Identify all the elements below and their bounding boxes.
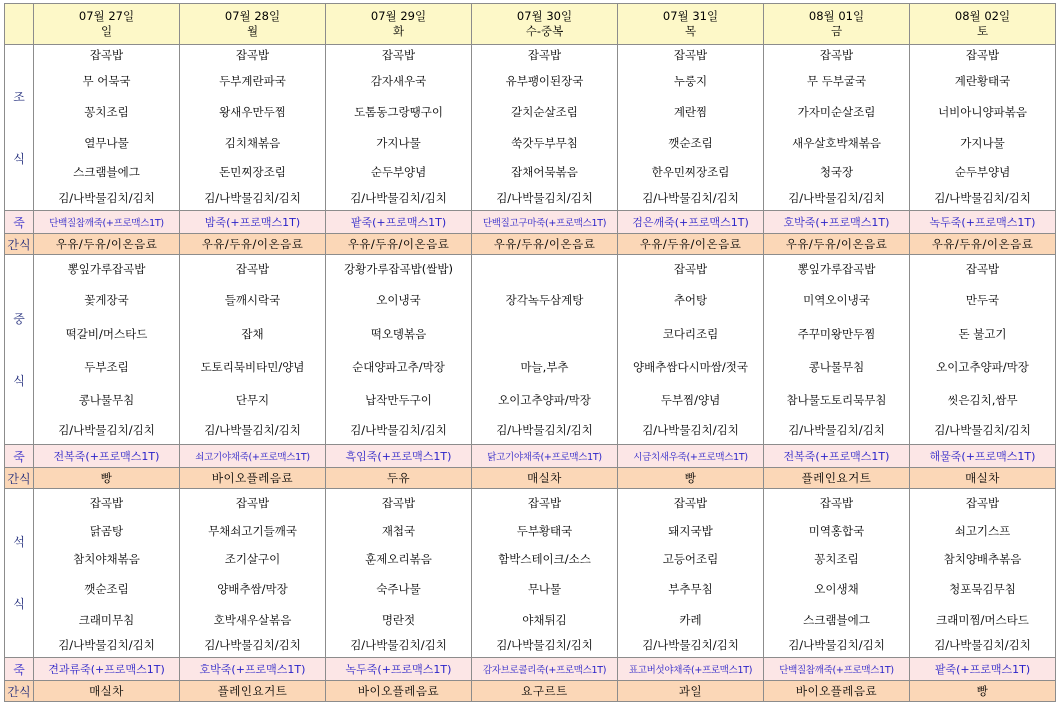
menu-item: 잡곡밥 — [965, 496, 1000, 510]
menu-item: 무나물 — [527, 582, 562, 596]
day-header — [180, 4, 326, 45]
dinner-label — [5, 489, 34, 658]
menu-item: 참나물도토리묵무침 — [786, 393, 887, 407]
menu-item: 가지나물 — [376, 136, 421, 150]
menu-item: 크래미무침 — [78, 613, 135, 627]
menu-item: 도토리묵비타민/양념 — [200, 360, 305, 374]
porridge-cell: 검은깨죽(+프로맥스1T) — [618, 211, 764, 234]
menu-item: 김/나박물김치/김치 — [58, 423, 155, 437]
menu-item: 마늘,부추 — [520, 360, 569, 374]
menu-item — [472, 255, 617, 283]
snack-cell: 매실차 — [472, 468, 618, 489]
menu-item: 참치야채볶음 — [73, 552, 140, 566]
menu-item: 장각녹두삼계탕 — [505, 293, 584, 307]
breakfast-menu-cell — [472, 45, 618, 211]
lunch-menu-row — [5, 255, 1056, 445]
menu-item: 카레 — [679, 613, 702, 627]
snack-cell: 두유 — [326, 468, 472, 489]
menu-item: 한우민찌장조림 — [651, 165, 730, 179]
lunch-label-char: 중 — [13, 311, 25, 326]
porridge-cell: 녹두죽(+프로맥스1T) — [910, 211, 1056, 234]
menu-item: 무 두부굴국 — [806, 74, 867, 88]
day-header — [764, 4, 910, 45]
lunch-menu-cell — [910, 255, 1056, 445]
menu-item: 함박스테이크/소스 — [498, 552, 591, 566]
breakfast-label-char: 식 — [13, 151, 25, 166]
porridge-cell: 녹두죽(+프로맥스1T) — [326, 658, 472, 681]
day-header — [618, 4, 764, 45]
breakfast-menu-cell — [34, 45, 180, 211]
menu-item: 만두국 — [965, 293, 1000, 307]
porridge-cell: 견과류죽(+프로맥스1T) — [34, 658, 180, 681]
menu-item: 잡채어묵볶음 — [511, 165, 578, 179]
lunch-porridge-row — [5, 445, 1056, 468]
snack-cell: 우유/두유/이온음료 — [764, 234, 910, 255]
porridge-cell: 전복죽(+프로맥스1T) — [764, 445, 910, 468]
porridge-cell: 단백질고구마죽(+프로맥스1T) — [472, 211, 618, 234]
day-weekday: 일 — [100, 24, 113, 38]
menu-item: 돈 불고기 — [958, 327, 1007, 341]
menu-item: 깻순조림 — [84, 582, 129, 596]
breakfast-menu-cell — [180, 45, 326, 211]
dinner-menu-cell — [618, 489, 764, 658]
dinner-porridge-row — [5, 658, 1056, 681]
dinner-menu-cell — [180, 489, 326, 658]
breakfast-menu-cell — [618, 45, 764, 211]
snack-cell: 우유/두유/이온음료 — [180, 234, 326, 255]
menu-item: 떡갈비/머스타드 — [65, 327, 148, 341]
dinner-menu-cell — [910, 489, 1056, 658]
lunch-menu-cell — [326, 255, 472, 445]
menu-item: 잡곡밥 — [527, 496, 562, 510]
menu-item: 뽕잎가루잡곡밥 — [67, 262, 146, 276]
menu-item: 김/나박물김치/김치 — [58, 191, 155, 205]
lunch-snack-row — [5, 468, 1056, 489]
menu-item: 김/나박물김치/김치 — [788, 638, 885, 652]
menu-item: 명란젓 — [381, 613, 416, 627]
menu-item: 미역오이냉국 — [803, 293, 870, 307]
menu-item: 꽁치조림 — [84, 105, 129, 119]
porridge-cell: 쇠고기야채죽(+프로맥스1T) — [180, 445, 326, 468]
menu-item: 김/나박물김치/김치 — [350, 423, 447, 437]
menu-item: 재첩국 — [381, 524, 416, 538]
menu-item: 청국장 — [819, 165, 854, 179]
snack-cell: 요구르트 — [472, 681, 618, 702]
dinner-menu-cell — [34, 489, 180, 658]
menu-item: 무채쇠고기들깨국 — [208, 524, 297, 538]
day-date: 08월 01일 — [808, 9, 865, 23]
snack-cell: 빵 — [618, 468, 764, 489]
menu-item: 너비아니양파볶음 — [938, 105, 1027, 119]
day-weekday: 수-중복 — [525, 24, 564, 38]
menu-item: 새우살호박채볶음 — [792, 136, 881, 150]
snack-cell: 바이오플레음료 — [326, 681, 472, 702]
menu-item: 깻순조림 — [668, 136, 713, 150]
menu-item: 꽁치조림 — [814, 552, 859, 566]
menu-item: 두부계란파국 — [219, 74, 286, 88]
menu-item: 잡곡밥 — [819, 496, 854, 510]
menu-item: 김/나박물김치/김치 — [204, 638, 301, 652]
menu-item: 열무나물 — [84, 136, 129, 150]
menu-item: 두부조림 — [84, 360, 129, 374]
menu-item: 계란황태국 — [954, 74, 1011, 88]
day-date: 07월 29일 — [370, 9, 427, 23]
menu-item: 김/나박물김치/김치 — [934, 423, 1031, 437]
dinner-snack-label: 간식 — [5, 681, 34, 702]
menu-item: 누룽지 — [673, 74, 708, 88]
snack-cell: 과일 — [618, 681, 764, 702]
menu-item: 콩나물무침 — [808, 360, 865, 374]
menu-item: 김/나박물김치/김치 — [934, 191, 1031, 205]
menu-item: 돈민찌장조림 — [219, 165, 286, 179]
day-date: 07월 30일 — [516, 9, 573, 23]
menu-item: 무 어묵국 — [82, 74, 131, 88]
menu-item: 갈치순살조림 — [511, 105, 578, 119]
menu-item: 잡채 — [241, 327, 264, 341]
dinner-menu-cell — [764, 489, 910, 658]
menu-item: 강황가루잡곡밥(쌀밥) — [344, 262, 453, 276]
menu-item: 주꾸미왕만두찜 — [797, 327, 876, 341]
lunch-porridge-label: 죽 — [5, 445, 34, 468]
menu-item: 김/나박물김치/김치 — [496, 191, 593, 205]
menu-item: 김/나박물김치/김치 — [642, 191, 739, 205]
menu-item: 잡곡밥 — [673, 262, 708, 276]
corner-cell — [5, 4, 34, 45]
breakfast-porridge-row — [5, 211, 1056, 234]
menu-item: 잡곡밥 — [235, 262, 270, 276]
porridge-cell: 닭고기야채죽(+프로맥스1T) — [472, 445, 618, 468]
menu-item: 김/나박물김치/김치 — [788, 423, 885, 437]
snack-cell: 우유/두유/이온음료 — [34, 234, 180, 255]
weekly-meal-table-container — [4, 3, 1056, 702]
day-weekday: 금 — [830, 24, 843, 38]
day-weekday: 월 — [246, 24, 259, 38]
menu-item: 청포묵김무침 — [949, 582, 1016, 596]
menu-item: 잡곡밥 — [235, 48, 270, 62]
lunch-menu-cell — [34, 255, 180, 445]
porridge-cell: 팥죽(+프로맥스1T) — [326, 211, 472, 234]
menu-item: 잡곡밥 — [819, 48, 854, 62]
menu-item: 잡곡밥 — [965, 262, 1000, 276]
breakfast-menu-cell — [764, 45, 910, 211]
menu-item: 들깨시락국 — [224, 293, 281, 307]
lunch-snack-label: 간식 — [5, 468, 34, 489]
snack-cell: 바이오플레음료 — [180, 468, 326, 489]
snack-cell: 매실차 — [34, 681, 180, 702]
menu-item: 감자새우국 — [370, 74, 427, 88]
day-date: 07월 27일 — [78, 9, 135, 23]
breakfast-snack-row — [5, 234, 1056, 255]
menu-item: 잡곡밥 — [89, 48, 124, 62]
porridge-cell: 팥죽(+프로맥스1T) — [910, 658, 1056, 681]
snack-cell: 플레인요거트 — [180, 681, 326, 702]
day-date: 07월 31일 — [662, 9, 719, 23]
day-weekday: 화 — [392, 24, 405, 38]
day-header — [326, 4, 472, 45]
menu-item: 참치양배추볶음 — [943, 552, 1022, 566]
menu-item: 닭곰탕 — [89, 524, 124, 538]
dinner-menu-cell — [326, 489, 472, 658]
menu-item: 김/나박물김치/김치 — [642, 638, 739, 652]
breakfast-menu-cell — [326, 45, 472, 211]
breakfast-snack-label: 간식 — [5, 234, 34, 255]
porridge-cell: 단백질참깨죽(+프로맥스1T) — [34, 211, 180, 234]
lunch-menu-cell — [180, 255, 326, 445]
menu-item: 순두부양념 — [954, 165, 1011, 179]
porridge-cell: 감자브로콜리죽(+프로맥스1T) — [472, 658, 618, 681]
snack-cell: 빵 — [34, 468, 180, 489]
menu-item: 추어탕 — [673, 293, 708, 307]
day-date: 08월 02일 — [954, 9, 1011, 23]
porridge-cell: 밤죽(+프로맥스1T) — [180, 211, 326, 234]
dinner-snack-row — [5, 681, 1056, 702]
menu-item: 순대양파고추/막장 — [352, 360, 445, 374]
breakfast-menu-cell — [910, 45, 1056, 211]
menu-item: 숙주나물 — [376, 582, 421, 596]
menu-item: 씻은김치,쌈무 — [947, 393, 1018, 407]
menu-item: 잡곡밥 — [381, 496, 416, 510]
menu-item: 호박새우살볶음 — [213, 613, 292, 627]
porridge-cell: 단백질참깨죽(+프로맥스1T) — [764, 658, 910, 681]
menu-item: 잡곡밥 — [527, 48, 562, 62]
day-weekday: 목 — [684, 24, 697, 38]
menu-item: 돼지국밥 — [668, 524, 713, 538]
menu-item: 순두부양념 — [370, 165, 427, 179]
snack-cell: 우유/두유/이온음료 — [618, 234, 764, 255]
menu-item: 꽃게장국 — [84, 293, 129, 307]
porridge-cell: 시금치새우죽(+프로맥스1T) — [618, 445, 764, 468]
menu-item: 미역홍합국 — [808, 524, 865, 538]
menu-item: 두부황태국 — [516, 524, 573, 538]
menu-item: 도톰동그랑땡구이 — [354, 105, 443, 119]
menu-item: 떡오뎅볶음 — [370, 327, 427, 341]
menu-item: 김/나박물김치/김치 — [934, 638, 1031, 652]
menu-item: 콩나물무침 — [78, 393, 135, 407]
porridge-cell: 호박죽(+프로맥스1T) — [764, 211, 910, 234]
porridge-cell: 해물죽(+프로맥스1T) — [910, 445, 1056, 468]
menu-item: 계란찜 — [673, 105, 708, 119]
menu-item: 잡곡밥 — [89, 496, 124, 510]
menu-item: 쇠고기스프 — [954, 524, 1011, 538]
lunch-menu-cell — [472, 255, 618, 445]
menu-item: 가자미순살조림 — [797, 105, 876, 119]
day-weekday: 토 — [976, 24, 989, 38]
dinner-menu-row — [5, 489, 1056, 658]
breakfast-menu-row — [5, 45, 1056, 211]
day-header — [34, 4, 180, 45]
menu-item: 양배추쌈/막장 — [217, 582, 288, 596]
menu-item: 오이생채 — [814, 582, 859, 596]
menu-item: 잡곡밥 — [965, 48, 1000, 62]
breakfast-label — [5, 45, 34, 211]
menu-item: 김/나박물김치/김치 — [788, 191, 885, 205]
snack-cell: 바이오플레음료 — [764, 681, 910, 702]
menu-item: 김/나박물김치/김치 — [204, 423, 301, 437]
breakfast-porridge-label: 죽 — [5, 211, 34, 234]
snack-cell: 매실차 — [910, 468, 1056, 489]
menu-item: 김/나박물김치/김치 — [204, 191, 301, 205]
lunch-menu-cell — [764, 255, 910, 445]
menu-item: 김/나박물김치/김치 — [58, 638, 155, 652]
breakfast-label-char: 조 — [13, 89, 25, 104]
header-row — [5, 4, 1056, 45]
snack-cell: 우유/두유/이온음료 — [326, 234, 472, 255]
menu-item: 스크램블에그 — [803, 613, 870, 627]
day-header — [910, 4, 1056, 45]
menu-item: 왕새우만두찜 — [219, 105, 286, 119]
lunch-label — [5, 255, 34, 445]
menu-item: 잡곡밥 — [235, 496, 270, 510]
menu-item: 두부찜/양념 — [660, 393, 721, 407]
menu-item: 가지나물 — [960, 136, 1005, 150]
weekly-meal-table — [4, 3, 1056, 702]
menu-item: 김/나박물김치/김치 — [642, 423, 739, 437]
menu-item: 김/나박물김치/김치 — [350, 638, 447, 652]
menu-item: 김/나박물김치/김치 — [496, 423, 593, 437]
snack-cell: 우유/두유/이온음료 — [910, 234, 1056, 255]
dinner-label-char: 식 — [13, 597, 25, 611]
dinner-label-char: 석 — [13, 535, 25, 549]
lunch-label-char: 식 — [13, 373, 25, 388]
day-header — [472, 4, 618, 45]
menu-item: 단무지 — [235, 393, 270, 407]
menu-item: 김/나박물김치/김치 — [350, 191, 447, 205]
menu-item: 오이고추양파/막장 — [936, 360, 1029, 374]
menu-item: 잡곡밥 — [673, 496, 708, 510]
menu-item: 김/나박물김치/김치 — [496, 638, 593, 652]
menu-item: 뽕잎가루잡곡밥 — [797, 262, 876, 276]
menu-item: 훈제오리볶음 — [365, 552, 432, 566]
menu-item: 부추무침 — [668, 582, 713, 596]
porridge-cell: 흑임죽(+프로맥스1T) — [326, 445, 472, 468]
dinner-menu-cell — [472, 489, 618, 658]
menu-item: 잡곡밥 — [381, 48, 416, 62]
menu-item: 쑥갓두부무침 — [511, 136, 578, 150]
menu-item: 고등어조림 — [662, 552, 719, 566]
porridge-cell: 전복죽(+프로맥스1T) — [34, 445, 180, 468]
menu-item: 코다리조림 — [662, 327, 719, 341]
menu-item: 오이고추양파/막장 — [498, 393, 591, 407]
menu-item: 양배추쌈다시마쌈/젓국 — [633, 360, 748, 374]
lunch-menu-cell — [618, 255, 764, 445]
menu-item: 유부팽이된장국 — [505, 74, 584, 88]
menu-item: 잡곡밥 — [673, 48, 708, 62]
porridge-cell: 호박죽(+프로맥스1T) — [180, 658, 326, 681]
menu-item: 오이냉국 — [376, 293, 421, 307]
day-date: 07월 28일 — [224, 9, 281, 23]
snack-cell: 빵 — [910, 681, 1056, 702]
snack-cell: 우유/두유/이온음료 — [472, 234, 618, 255]
menu-item: 납작만두구이 — [365, 393, 432, 407]
menu-item: 야채튀김 — [522, 613, 567, 627]
dinner-porridge-label: 죽 — [5, 658, 34, 681]
porridge-cell: 표고버섯야채죽(+프로맥스1T) — [618, 658, 764, 681]
menu-item: 스크램블에그 — [73, 165, 140, 179]
menu-item: 조기살구이 — [224, 552, 281, 566]
menu-item: 크래미찜/머스타드 — [936, 613, 1029, 627]
menu-item — [472, 317, 617, 351]
menu-item: 김치채볶음 — [224, 136, 281, 150]
snack-cell: 플레인요거트 — [764, 468, 910, 489]
